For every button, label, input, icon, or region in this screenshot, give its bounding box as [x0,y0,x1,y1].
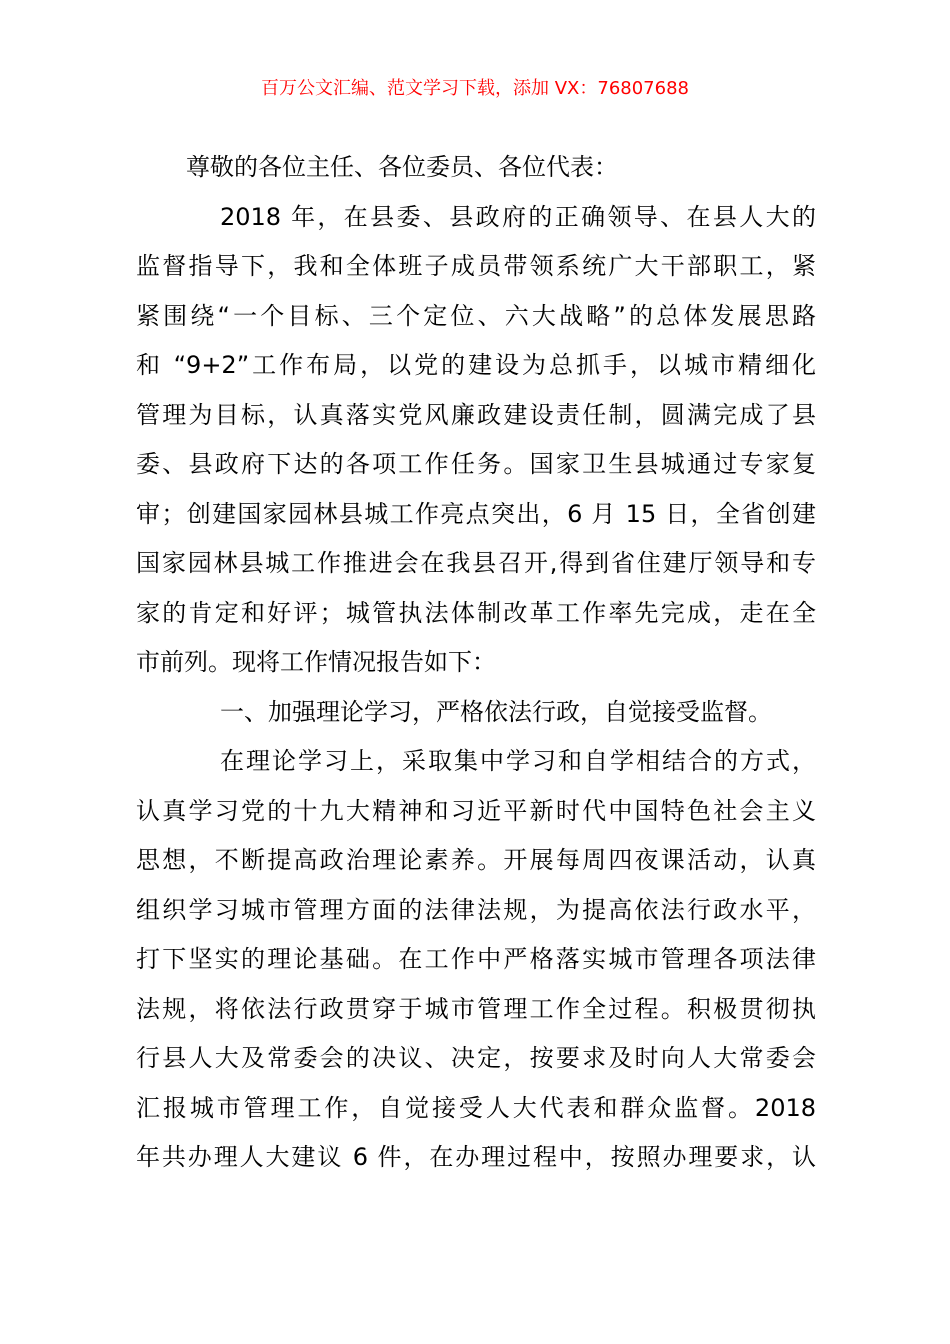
paragraph-line: 组织学习城市管理方面的法律法规，为提高依法行政水平， [136,895,816,924]
section-heading: 一、加强理论学习，严格依法行政，自觉接受监督。 [220,697,772,726]
header-banner: 百万公文汇编、范文学习下载，添加 VX：76807688 [261,78,689,99]
paragraph-line: 2018 年，在县委、县政府的正确领导、在县人大的 [220,202,816,231]
paragraph-line: 市前列。现将工作情况报告如下： [136,648,496,676]
salutation-line: 尊敬的各位主任、各位委员、各位代表： [186,153,618,181]
paragraph-line: 委、县政府下达的各项工作任务。国家卫生县城通过专家复 [136,450,816,478]
paragraph-line: 思想，不断提高政治理论素养。开展每周四夜课活动，认真 [136,846,816,874]
paragraph-line: 在理论学习上，采取集中学习和自学相结合的方式， [220,747,816,775]
paragraph-line: 年共办理人大建议 6 件，在办理过程中，按照办理要求，认 [136,1143,816,1171]
paragraph-line: 行县人大及常委会的决议、决定，按要求及时向人大常委会 [136,1044,816,1072]
paragraph-line: 和 “9+2”工作布局，以党的建设为总抓手，以城市精细化 [136,351,816,379]
paragraph-line: 紧围绕“一个目标、三个定位、六大战略”的总体发展思路 [136,301,816,330]
paragraph-line: 家的肯定和好评；城管执法体制改革工作率先完成，走在全 [136,598,816,627]
paragraph-line: 法规，将依法行政贯穿于城市管理工作全过程。积极贯彻执 [136,994,816,1023]
paragraph-line: 打下坚实的理论基础。在工作中严格落实城市管理各项法律 [136,945,816,973]
paragraph-line: 审；创建国家园林县城工作亮点突出，6 月 15 日，全省创建 [136,499,816,528]
paragraph-line: 管理为目标，认真落实党风廉政建设责任制，圆满完成了县 [136,400,816,429]
paragraph-line: 国家园林县城工作推进会在我县召开,得到省住建厅领导和专 [136,549,816,577]
document-body [136,143,816,1183]
paragraph-line: 认真学习党的十九大精神和习近平新时代中国特色社会主义 [136,796,816,825]
paragraph-line: 汇报城市管理工作，自觉接受人大代表和群众监督。2018 [136,1093,816,1122]
paragraph-line: 监督指导下，我和全体班子成员带领系统广大干部职工，紧 [136,252,816,280]
